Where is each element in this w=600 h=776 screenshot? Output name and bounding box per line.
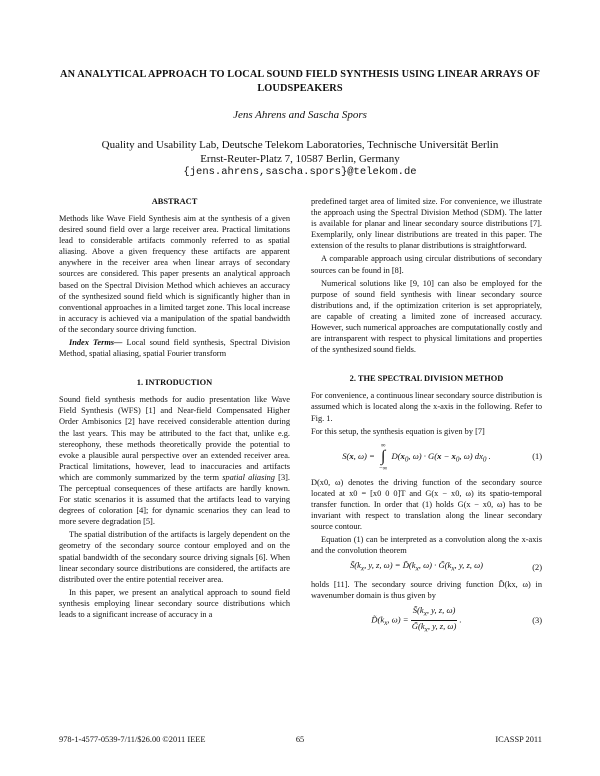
section-2-heading: 2. THE SPECTRAL DIVISION METHOD [349, 374, 504, 384]
paper-title: AN ANALYTICAL APPROACH TO LOCAL SOUND FIELD SYNTHESIS USING LINEAR ARRAYS OF LOUDSPEAKERS [60, 69, 540, 94]
footer-conference: ICASSP 2011 [495, 735, 542, 744]
left-column [59, 196, 290, 622]
footer-page-number: 65 [295, 735, 305, 744]
index-terms [59, 337, 290, 359]
section-2-paragraph-3: D(x0, ω) denotes the driving function of the secondary source located at x0 = [x0 0 0]T and G(x − x0, ω) its spatio-temporal transfer function. In order that (1) holds G(x − x0, ω) has to be invariant with respect to translation along the linear secondary source contour. [311, 477, 542, 532]
equation-1-body: S(x, ω) = ∞ ∫ −∞ $D(x_0$, $\omega) \cdot G(x - x_0$, ω) $dx_0$ . [342, 441, 491, 472]
intro-paragraph-2: The spatial distribution of the artifacts is largely dependent on the geometry of the secondary source contour employed and on the spatial bandwidth of the secondary source driving signals [6]. When linear secondary source distributions are considered, the artifacts are distributed over the entire potential receiver area. [59, 530, 290, 584]
affiliation-block [0, 139, 600, 180]
equation-3-number: (3) [532, 616, 542, 626]
intro-p1-emphasis: spatial aliasing [222, 472, 275, 482]
affiliation-line-2: Ernst-Reuter-Platz 7, 10587 Berlin, Germany [200, 152, 400, 165]
paper-authors: Jens Ahrens and Sascha Spors [233, 109, 367, 121]
equation-3 [311, 605, 542, 636]
equation-2 [311, 560, 542, 575]
author-email: {jens.ahrens,sascha.spors}@telekom.de [183, 166, 417, 178]
right-paragraph-2: A comparable approach using circular distributions of secondary sources can be found in [8]. [311, 254, 542, 275]
intro-paragraph-1 [59, 394, 290, 527]
abstract-text: Methods like Wave Field Synthesis aim at the synthesis of a given desired sound field over a large receiver area. Practical limitations lead to considerable artifacts commonly referred to as spatial aliasing. Above a given frequency these artifacts are apparent anywhere in the receiver area when linear arrays of secondary sources are considered. This paper presents an analytical approach based on the Spectral Division Method which achieves an accuracy of the synthesized sound field which is significantly higher than in conventional approaches in a limited target zone. This local increase in accuracy is achieved via a manipulation of the spatial bandwidth of the secondary source driving function. [59, 214, 290, 334]
intro-paragraph-3: In this paper, we present an analytical approach to sound field synthesis employing linear secondary source distributions which leads to a significant increase of accuracy in a [59, 587, 290, 619]
intro-p1-part-b: [3]. The perceptual consequences of these artifacts are hardly known. For static scenarios it is assumed that the artifacts lead to varying degrees of coloration [4]; for dynamic scenarios they can lead to more severe degradation [5]. [59, 472, 290, 527]
affiliation-line-1: Quality and Usability Lab, Deutsche Telekom Laboratories, Technische Universität Berlin [101, 139, 499, 151]
section-2-paragraph-1: For convenience, a continuous linear secondary source distribution is assumed which is located along the x-axis in the following. Refer to Fig. 1. [311, 391, 543, 423]
index-terms-text: Local sound field synthesis, Spectral Division Method, spatial aliasing, spatial Fourier transform [59, 338, 290, 359]
right-paragraph-1: predefined target area of limited size. For convenience, we illustrate the approach using the Spectral Division Method (SDM). The latter is available for planar and linear secondary source distributions [7]. Exemplarily, only linear distributions are treated in this paper. The extension of the results to planar distributions is straightforward. [311, 197, 542, 251]
equation-3-body: $D̃(k_x$, ω) = $\frac{S̃(k_x, y, z, \omega)}{G̃(k_x, y, z, \omega)}$ . [371, 605, 462, 634]
equation-2-number: (2) [532, 563, 542, 573]
section-2-paragraph-5: holds [11]. The secondary source driving function D̃(kx, ω) in wavenumber domain is thus given by [311, 580, 542, 601]
intro-p1-part-a: Sound field synthesis methods for audio presentation like Wave Field Synthesis (WFS) [1] and Near-field Compensated Higher Order Ambisonics [2] have received considerable attention during the last years. This may be attributed to the fact that, unlike e.g. stereophony, these methods theoretically provide the potential to evoke a plausible aural perspective over an extended receiver area. Practical limitations, however, lead to inaccuracies and artifacts which are commonly summarized by the term [59, 395, 290, 482]
index-terms-label: Index Terms— [69, 338, 123, 348]
footer-copyright: 978-1-4577-0539-7/11/$26.00 ©2011 IEEE [59, 735, 206, 744]
right-paragraph-3: Numerical solutions like [9, 10] can also be employed for the purpose of sound field synthesis with linear secondary source distributions and, if the optimization criterion is set appropriately, are capable of creating a limited zone of increased accuracy. However, such numerical approaches are computationally costly and are intransparent with respect to physical limitations and properties of the synthesized sound fields. [311, 278, 542, 355]
equation-1-number: (1) [532, 452, 542, 462]
abstract-heading: ABSTRACT [151, 197, 198, 206]
equation-1 [311, 441, 542, 473]
section-2-paragraph-4: Equation (1) can be interpreted as a convolution along the x-axis and the convolution theorem [311, 535, 542, 556]
section-2-paragraph-2: For this setup, the synthesis equation is given by [7] [311, 426, 485, 436]
introduction-heading: 1. INTRODUCTION [136, 378, 213, 388]
right-column [311, 196, 542, 640]
equation-2-body: $S̃(k_x$, y, z, $\omega) = D̃(k_x$, $\omega) \cdot G̃(k_x$, y, z, ω) [349, 560, 484, 574]
